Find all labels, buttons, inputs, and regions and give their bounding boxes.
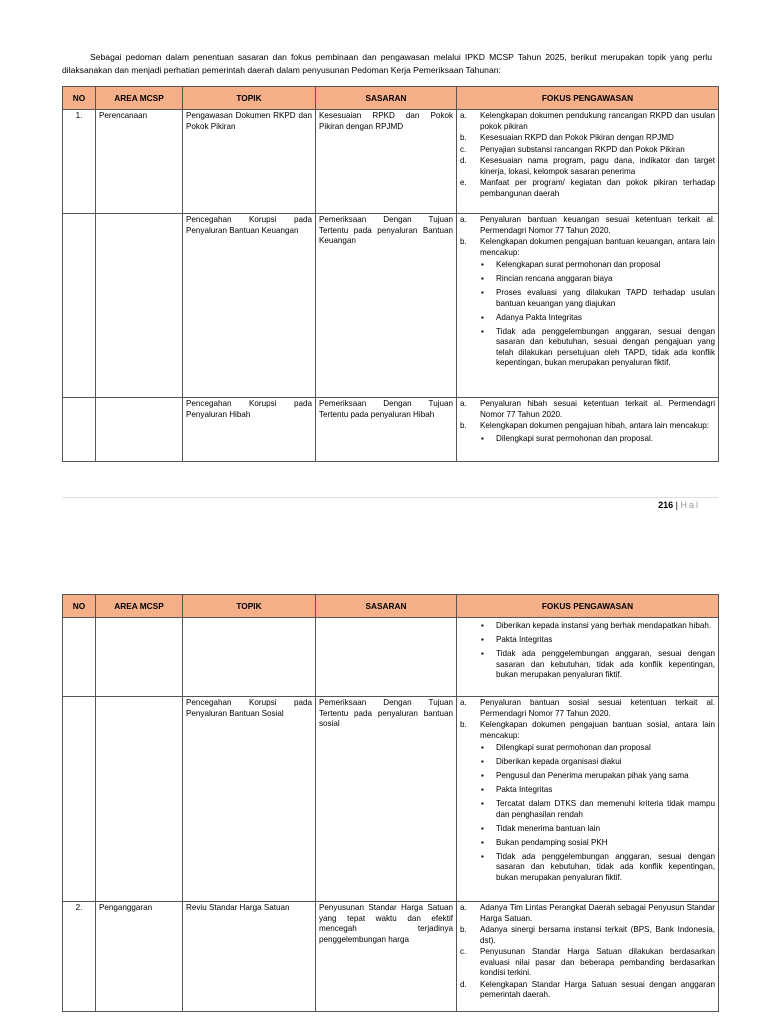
cell-sasaran: Penyusunan Standar Harga Satuan yang tepat waktu dan efektif mencegah terjadinya penggelembungan harga	[316, 902, 457, 1012]
bullet-item: ▪ Diberikan kepada instansi yang berhak mendapatkan hibah.	[460, 621, 715, 632]
bullet-item: ▪ Pakta Integritas	[460, 635, 715, 646]
bullet-item: ▪ Proses evaluasi yang dilakukan TAPD terhadap usulan bantuan keuangan yang diajukan	[460, 288, 715, 309]
bullet-item: ▪ Dilengkapi surat permohonan dan proposal	[460, 743, 715, 754]
page-number	[658, 500, 700, 510]
table-row	[63, 398, 719, 462]
list-item: a. Adanya Tim Lintas Perangkat Daerah sebagai Penyusun Standar Harga Satuan.	[460, 903, 715, 923]
footer-divider	[62, 497, 718, 498]
cell-area: Penganggaran	[96, 902, 183, 1012]
page-number-label: Hal	[680, 500, 700, 510]
cell-area	[96, 398, 183, 462]
cell-sasaran: Pemeriksaan Dengan Tujuan Tertentu pada penyaluran bantuan sosial	[316, 697, 457, 902]
table-row	[63, 214, 719, 398]
table-row	[63, 110, 719, 214]
list-item: a. Penyaluran hibah sesuai ketentuan terkait al. Permendagri Nomor 77 Tahun 2020.	[460, 399, 715, 419]
cell-topik: Pencegahan Korupsi pada Penyaluran Bantuan Keuangan	[183, 214, 316, 398]
bullet-list	[460, 434, 715, 445]
intro-text: Sebagai pedoman dalam penentuan sasaran dan fokus pembinaan dan pengawasan melalui IPKD MCSP Tahun 2025, berikut merupakan topik yang perlu dilaksanakan dan menjadi perhatian pemerintah daerah dalam penyusunan Pedoman Kerja Pemeriksaan Tahunan:	[62, 52, 712, 75]
list-item: b. Adanya sinergi bersama instansi terkait (BPS, Bank Indonesia, dst).	[460, 925, 715, 945]
cell-topik: Pencegahan Korupsi pada Penyaluran Hibah	[183, 398, 316, 462]
fokus-list	[460, 399, 715, 444]
bullet-item: ▪ Tidak ada penggelembungan anggaran, sesuai dengan sasaran dan kebutuhan, sesuai dengan pengajuan yang telah dilakukan persetujuan oleh TAPD, tidak ada konflik kepentingan, bukan merupakan penyaluran fiktif.	[460, 327, 715, 369]
cell-topik: Reviu Standar Harga Satuan	[183, 902, 316, 1012]
fokus-list	[460, 903, 715, 1001]
page-number-value: 216	[658, 500, 674, 510]
bullet-item: ▪ Kelengkapan surat permohonan dan proposal	[460, 260, 715, 271]
fokus-list	[460, 111, 715, 199]
cell-fokus	[457, 398, 719, 462]
list-item: b. Kesesuaian RKPD dan Pokok Pikiran dengan RPJMD	[460, 133, 674, 142]
bullet-list	[460, 743, 715, 883]
header-topik: TOPIK	[183, 595, 316, 618]
cell-topik: Pengawasan Dokumen RKPD dan Pokok Pikiran	[183, 110, 316, 214]
header-no: NO	[63, 87, 96, 110]
header-area: AREA MCSP	[96, 595, 183, 618]
bullet-list	[460, 260, 715, 369]
header-topik: TOPIK	[183, 87, 316, 110]
cell-no: 2.	[63, 902, 96, 1012]
bullet-item: ▪ Tidak ada penggelembungan anggaran, sesuai dengan sasaran dan kebutuhan, tidak ada konflik kepentingan, bukan merupakan penyaluran fiktif.	[460, 852, 715, 884]
list-item: a. Penyaluran bantuan sosial sesuai ketentuan terkait al. Permendagri Nomor 77 Tahun 2020.	[460, 698, 715, 718]
cell-sasaran	[316, 618, 457, 697]
intro-paragraph	[62, 51, 712, 77]
cell-fokus	[457, 110, 719, 214]
table-page-2	[62, 594, 719, 1012]
header-fokus: FOKUS PENGAWASAN	[457, 87, 719, 110]
header-area: AREA MCSP	[96, 87, 183, 110]
list-item: b. Kelengkapan dokumen pengajuan bantuan keuangan, antara lain mencakup: ▪ Kelengkapan surat permohonan dan proposal ▪ Rincian rencana anggaran biaya ▪ Proses evaluasi yang dilakukan TAPD terhadap usulan bantuan keuangan yang diajukan ▪ Adanya Pakta Integritas ▪ Tidak ada penggelembungan anggaran, sesuai dengan sasaran dan kebutuhan, sesuai dengan pengajuan yang telah dilakukan persetujuan oleh TAPD, tidak ada konflik kepentingan, bukan merupakan penyaluran fiktif.	[460, 237, 715, 369]
cell-topik: Pencegahan Korupsi pada Penyaluran Bantuan Sosial	[183, 697, 316, 902]
table-row	[63, 902, 719, 1012]
cell-fokus	[457, 697, 719, 902]
list-item: b. Kelengkapan dokumen pengajuan hibah, antara lain mencakup: ▪ Dilengkapi surat permohonan dan proposal.	[460, 421, 715, 444]
list-item: a. Kelengkapan dokumen pendukung rancangan RKPD dan usulan pokok pikiran	[460, 111, 715, 131]
table-page-1	[62, 86, 719, 462]
header-no: NO	[63, 595, 96, 618]
cell-no	[63, 697, 96, 902]
bullet-item: ▪ Adanya Pakta Integritas	[460, 313, 715, 324]
header-fokus: FOKUS PENGAWASAN	[457, 595, 719, 618]
cell-no: 1.	[63, 110, 96, 214]
fokus-list	[460, 215, 715, 369]
table-row	[63, 697, 719, 902]
bullet-item: ▪ Tidak menerima bantuan lain	[460, 824, 715, 835]
table-header-row	[63, 595, 719, 618]
bullet-item: ▪ Diberikan kepada organisasi diakui	[460, 757, 715, 768]
bullet-item: ▪ Pakta Integritas	[460, 785, 715, 796]
cell-area: Perencanaan	[96, 110, 183, 214]
cell-fokus	[457, 618, 719, 697]
list-item: c. Penyusunan Standar Harga Satuan dilakukan berdasarkan evaluasi nilai pasar dan beberapa pembanding berdasarkan kondisi terkini.	[460, 947, 715, 977]
table-header-row	[63, 87, 719, 110]
cell-sasaran: Pemeriksaan Dengan Tujuan Tertentu pada penyaluran Hibah	[316, 398, 457, 462]
cell-area	[96, 618, 183, 697]
header-sasaran: SASARAN	[316, 595, 457, 618]
cell-fokus	[457, 214, 719, 398]
bullet-item: ▪ Tercatat dalam DTKS dan memenuhi kriteria tidak mampu dan penghasilan rendah	[460, 799, 715, 820]
cell-area	[96, 214, 183, 398]
cell-sasaran: Pemeriksaan Dengan Tujuan Tertentu pada penyaluran Bantuan Keuangan	[316, 214, 457, 398]
list-item: a. Penyaluran bantuan keuangan sesuai ketentuan terkait al. Permendagri Nomor 77 Tahun 2020.	[460, 215, 715, 235]
cell-no	[63, 618, 96, 697]
bullet-item: ▪ Dilengkapi surat permohonan dan proposal.	[460, 434, 715, 445]
bullet-item: ▪ Rincian rencana anggaran biaya	[460, 274, 715, 285]
list-item: d. Kesesuaian nama program, pagu dana, indikator dan target kinerja, lokasi, kelompok sasaran penerima	[460, 156, 715, 176]
bullet-list	[460, 621, 715, 681]
table-row	[63, 618, 719, 697]
list-item: c. Penyajian substansi rancangan RKPD dan Pokok Pikiran	[460, 144, 685, 154]
bullet-item: ▪ Pengusul dan Penerima merupakan pihak yang sama	[460, 771, 715, 782]
fokus-list	[460, 698, 715, 883]
list-item: e. Manfaat per program/ kegiatan dan pokok pikiran terhadap pembangunan daerah	[460, 178, 715, 198]
bullet-item: ▪ Bukan pendamping sosial PKH	[460, 838, 715, 849]
cell-topik	[183, 618, 316, 697]
page-number-separator: |	[673, 500, 681, 510]
cell-no	[63, 214, 96, 398]
cell-fokus	[457, 902, 719, 1012]
list-item: b. Kelengkapan dokumen pengajuan bantuan sosial, antara lain mencakup: ▪ Dilengkapi surat permohonan dan proposal ▪ Diberikan kepada organisasi diakui ▪ Pengusul dan Penerima merupakan pihak yang sama ▪ Pakta Integritas ▪ Tercatat dalam DTKS dan memenuhi kriteria tidak mampu dan penghasilan rendah ▪ Tidak menerima bantuan lain ▪ Bukan pendamping sosial PKH ▪ Tidak ada penggelembungan anggaran, sesuai dengan sasaran dan kebutuhan, tidak ada konflik kepentingan, bukan merupakan penyaluran fiktif.	[460, 720, 715, 883]
list-item: d. Kelengkapan Standar Harga Satuan sesuai dengan anggaran pemerintah daerah.	[460, 979, 715, 999]
cell-sasaran: Kesesuaian RPKD dan Pokok Pikiran dengan RPJMD	[316, 110, 457, 214]
header-sasaran: SASARAN	[316, 87, 457, 110]
cell-area	[96, 697, 183, 902]
cell-no	[63, 398, 96, 462]
bullet-item: ▪ Tidak ada penggelembungan anggaran, sesuai dengan sasaran dan kebutuhan, tidak ada konflik kepentingan, bukan merupakan penyaluran fiktif.	[460, 649, 715, 681]
